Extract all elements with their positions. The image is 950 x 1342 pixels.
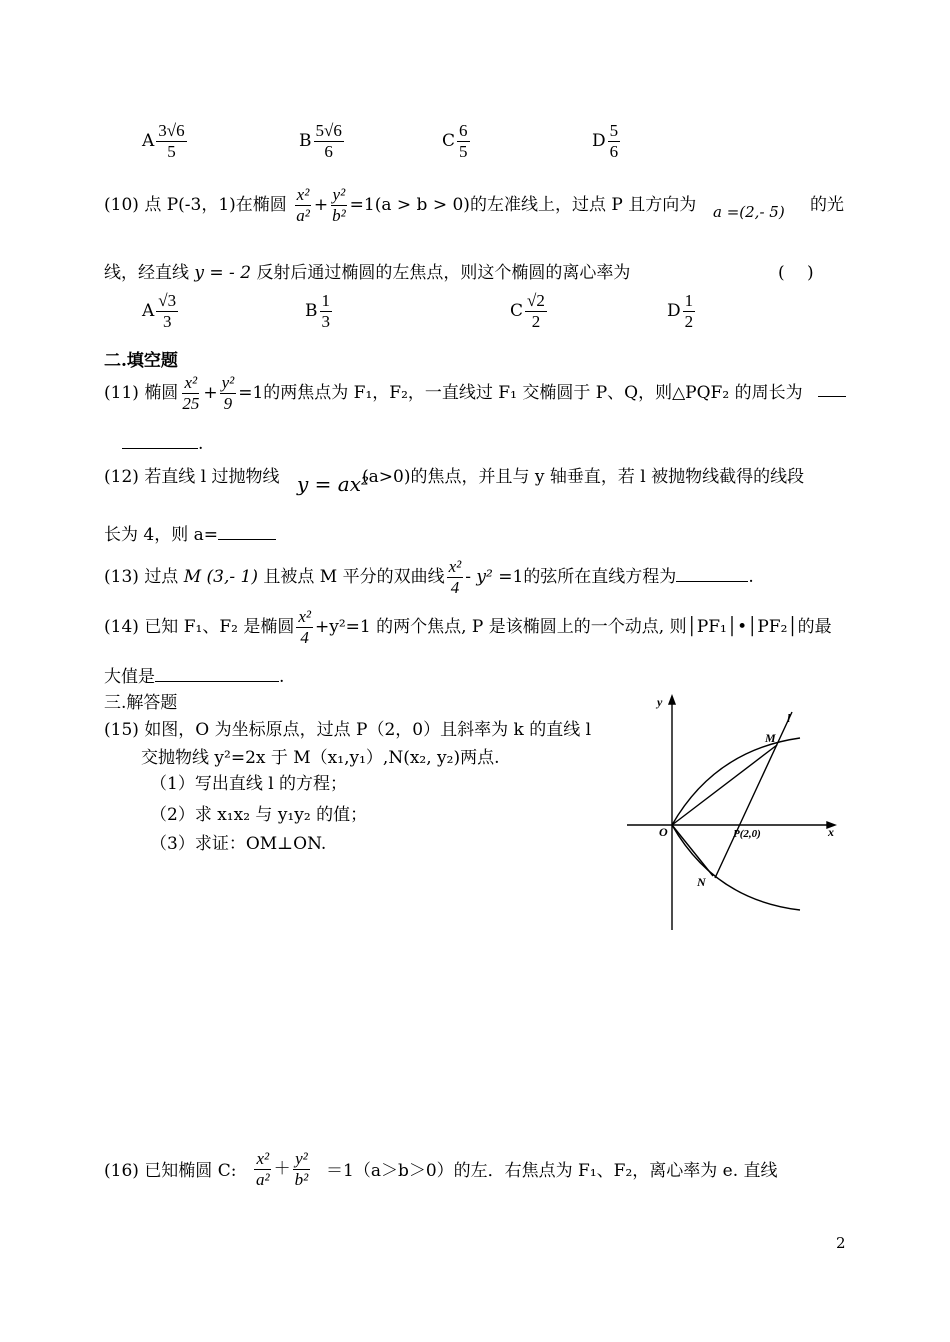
fraction: $\frac{\text{x²}}{4}$: [298, 607, 311, 647]
fraction: $\frac{5√6}{6}$: [315, 121, 342, 161]
q15-sub3: （3）求证：OM⊥ON.: [150, 834, 327, 854]
q12-formula: y = ax²: [297, 472, 369, 496]
q16-formula: $\frac{\text{x²}}{\text{a²}}$ ＋ $\frac{\text{y²}}{\text{b²}}$: [256, 1149, 309, 1189]
q15-sub1: （1）写出直线 l 的方程；: [150, 774, 348, 794]
answer-blank[interactable]: [218, 524, 276, 540]
y-label: y: [657, 695, 663, 709]
fraction: $\frac{\text{y²}}{\text{b²}}$: [332, 185, 346, 225]
question-number: (10): [104, 194, 139, 215]
q9-option-c: [442, 122, 472, 161]
option-letter: C: [442, 130, 456, 151]
q10-option-a: A $\frac{√3}{3}$: [142, 291, 177, 331]
page-number: 2: [836, 1234, 846, 1252]
answer-blank[interactable]: [122, 433, 198, 449]
o-label: O: [659, 825, 668, 839]
p-label: P(2,0): [733, 828, 761, 840]
fraction: $\frac{6}{5}$: [459, 121, 468, 161]
q15-line2: 交抛物线 y²=2x 于 M（x₁,y₁）,N(x₂, y₂)两点.: [141, 748, 500, 768]
q11-blank-line: .: [122, 433, 203, 454]
line-l: [715, 712, 792, 878]
fraction: $\frac{\text{x²}}{\text{a²}}$: [256, 1149, 270, 1189]
fraction: $\frac{√3}{3}$: [158, 291, 177, 331]
q10-line1: (10) 点 P(-3，1)在椭圆 $\frac{\text{x²}}{\text{a²}}$ + $\frac{\text{y²}}{\text{b²}}$ =1(a > b > 0): [104, 185, 470, 225]
segment-on: [672, 825, 713, 876]
q16-number-text: (16) 已知椭圆 C:: [104, 1161, 237, 1181]
x-label: x: [828, 825, 834, 839]
section-title: 二.填空题: [104, 351, 178, 371]
q10-option-c: C $\frac{√2}{2}$: [510, 291, 545, 331]
q16-text2: ＝1（a＞b＞0）的左．右焦点为 F₁、F₂，离心率为 e. 直线: [326, 1161, 778, 1181]
q10-text3: 的光: [810, 195, 844, 215]
fraction: $\frac{\text{x²}}{25}$: [182, 373, 200, 413]
q12-line1: (12) 若直线 l 过抛物线: [104, 467, 280, 487]
fraction: $\frac{\text{x²}}{4}$: [448, 557, 462, 597]
answer-paren: ( ): [778, 263, 814, 283]
answer-blank[interactable]: [155, 666, 279, 682]
q9-option-a: [142, 122, 189, 161]
l-label: l: [787, 711, 791, 725]
parabola-figure: [625, 690, 840, 935]
fraction: $\frac{√2}{2}$: [527, 291, 545, 331]
fraction: $\frac{\text{y²}}{9}$: [221, 373, 235, 413]
q9-option-d: [592, 122, 622, 161]
q14-line1: (14) 已知 F₁、F₂ 是椭圆 $\frac{\text{x²}}{4}$ +y²=1 的两个焦点, P 是该椭圆上的一个动点, 则│PF₁│•│PF₂│的最: [104, 607, 832, 647]
fraction: $\frac{\text{y²}}{\text{b²}}$: [294, 1149, 309, 1189]
answer-blank[interactable]: [676, 566, 748, 582]
q13-line: (13) 过点 M (3,- 1) 且被点 M 平分的双曲线 $\frac{\text{x²}}{4}$ - y² =1的弦所在直线方程为 .: [104, 557, 754, 597]
y-axis-arrow: [669, 696, 675, 704]
m-label: M: [765, 731, 776, 745]
n-label: N: [697, 875, 706, 889]
q15-sub2: （2）求 x₁x₂ 与 y₁y₂ 的值；: [150, 805, 368, 825]
option-letter: D: [592, 130, 606, 151]
option-letter: A: [142, 130, 155, 151]
q15-line1: (15) 如图，O 为坐标原点，过点 P（2，0）且斜率为 k 的直线 l: [104, 720, 592, 740]
q10-line2: 线，经直线 y = - 2 反射后通过椭圆的左焦点，则这个椭圆的离心率为: [104, 263, 631, 283]
q10-vector: a =(2,- 5): [713, 203, 785, 221]
q14-line2: 大值是 .: [104, 667, 285, 687]
section-title: 三.解答题: [104, 693, 178, 713]
q9-option-b: [299, 122, 346, 161]
q10-text2: 的左准线上，过点 P 且方向为: [470, 195, 697, 215]
answer-blank[interactable]: [818, 396, 846, 397]
q11-line1: (11) 椭圆 $\frac{\text{x²}}{25}$ + $\frac{\text{y²}}{9}$ =1的两焦点为 F₁，F₂，一直线过 F₁ 交椭圆于 P、Q，则△PQF₂ 的周长为: [104, 373, 803, 413]
fraction: $\frac{1}{3}$: [321, 291, 330, 331]
q10-option-d: D $\frac{1}{2}$: [667, 291, 694, 331]
segment-om: [672, 745, 777, 825]
fraction: $\frac{\text{x²}}{\text{a²}}$: [296, 185, 310, 225]
fraction: $\frac{3√6}{5}$: [158, 121, 185, 161]
option-letter: B: [299, 130, 312, 151]
q12-text2: (a>0)的焦点，并且与 y 轴垂直，若 l 被抛物线截得的线段: [362, 467, 805, 487]
fraction: $\frac{5}{6}$: [609, 121, 619, 161]
q12-line2: 长为 4，则 a=: [104, 520, 276, 545]
parabola-curve: [672, 738, 800, 910]
fraction: $\frac{1}{2}$: [684, 291, 694, 331]
q10-option-b: B $\frac{1}{3}$: [305, 291, 330, 331]
